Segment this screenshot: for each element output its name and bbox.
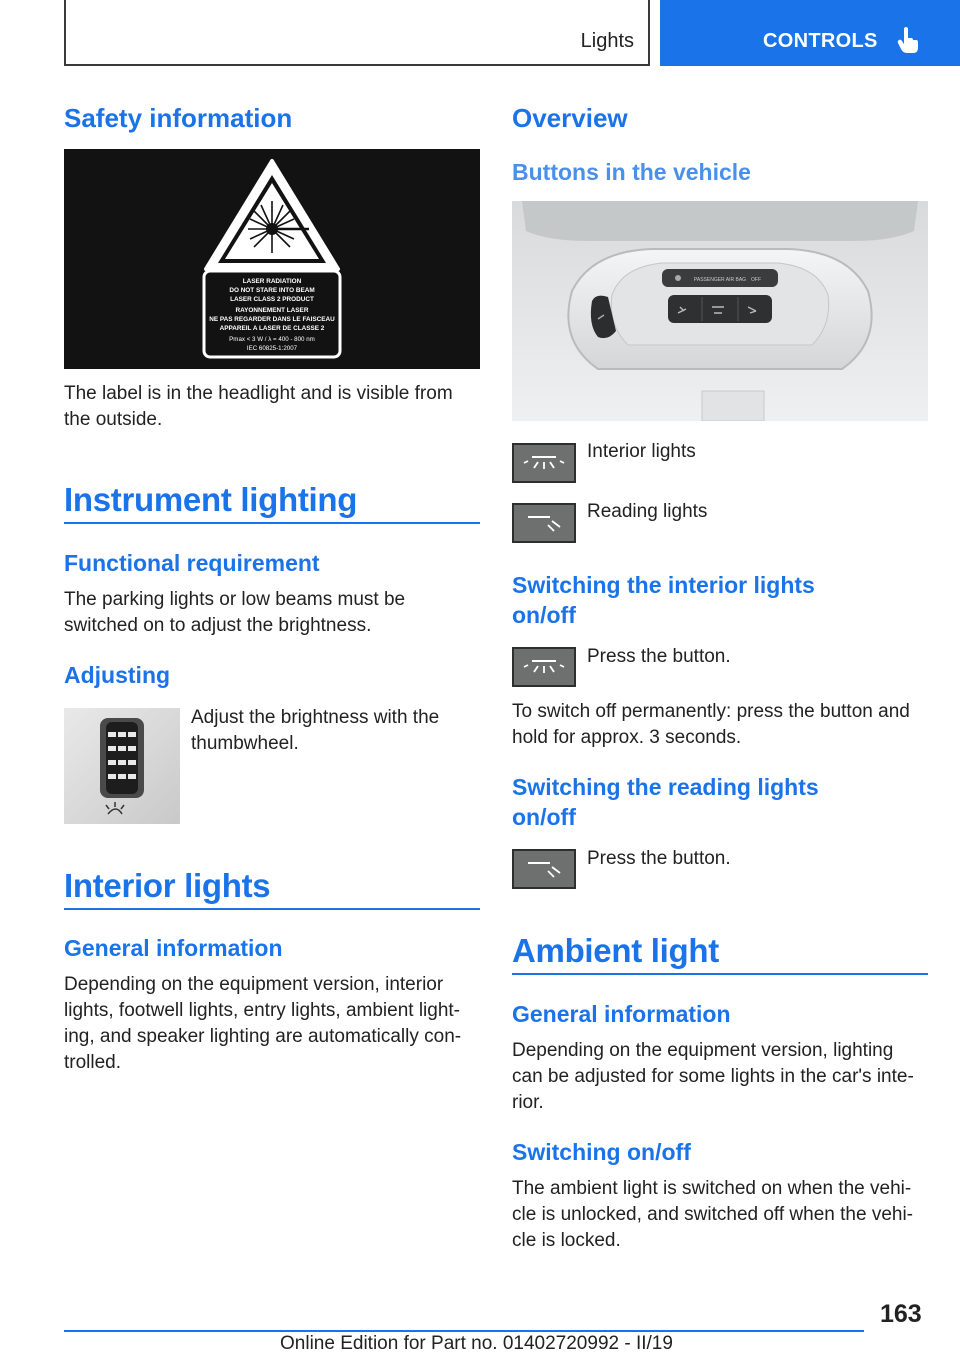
interior-lights-switch-button[interactable] — [512, 647, 576, 687]
general-text-line-4: trolled. — [64, 1052, 122, 1073]
laser-label-line-3: LASER CLASS 2 PRODUCT — [230, 296, 314, 303]
interior-lights-heading: Interior lights — [64, 867, 271, 904]
reading-lights-button[interactable] — [512, 503, 576, 543]
page-number: 163 — [880, 1300, 922, 1328]
instrument-lighting-rule — [64, 522, 480, 524]
interior-lights-label: Interior lights — [587, 441, 696, 462]
laser-label-line-7: Pmax < 3 W / λ = 400 - 800 nm — [229, 336, 315, 343]
ambient-general-text-line-2: can be adjusted for some lights in the car's inte- — [512, 1066, 914, 1087]
ambient-switch-text-line-1: The ambient light is switched on when the vehi- — [512, 1178, 912, 1199]
laser-label-line-1: LASER RADIATION — [242, 278, 302, 285]
switch-reading-heading-line-1: Switching the reading lights — [512, 774, 819, 800]
switch-off-text-line-1: To switch off permanently: press the button and — [512, 701, 910, 722]
safety-information-heading: Safety information — [64, 103, 293, 133]
adjusting-text-line-2: thumbwheel. — [191, 733, 299, 754]
switch-interior-heading-line-2: on/off — [512, 602, 576, 628]
general-information-heading: General information — [64, 935, 283, 961]
footer-edition-text: Online Edition for Part no. 01402720992 - II/19 — [280, 1333, 673, 1354]
interior-light-icon — [514, 649, 574, 685]
ambient-switch-heading: Switching on/off — [512, 1139, 691, 1165]
ambient-light-heading: Ambient light — [512, 932, 719, 969]
overhead-console-image — [512, 201, 928, 421]
ambient-general-text-line-1: Depending on the equipment version, lighting — [512, 1040, 894, 1061]
functional-requirement-heading: Functional requirement — [64, 550, 320, 576]
laser-label-line-5: NE PAS REGARDER DANS LE FAISCEAU — [209, 316, 335, 323]
press-button-text-1: Press the button. — [587, 646, 731, 667]
switch-interior-heading-line-1: Switching the interior lights — [512, 572, 815, 598]
press-button-text-2: Press the button. — [587, 848, 731, 869]
interior-lights-rule — [64, 908, 480, 910]
reading-lights-label: Reading lights — [587, 501, 708, 522]
general-text-line-1: Depending on the equipment version, interior — [64, 974, 444, 995]
buttons-in-vehicle-heading: Buttons in the vehicle — [512, 159, 751, 185]
footer-rule — [64, 1330, 864, 1332]
header-section-title: Lights — [580, 30, 634, 52]
reading-light-icon — [514, 505, 574, 541]
adjusting-heading: Adjusting — [64, 662, 171, 688]
ambient-general-heading: General information — [512, 1001, 731, 1027]
ambient-switch-text-line-2: cle is unlocked, and switched off when the vehi- — [512, 1204, 913, 1225]
laser-label-line-6: APPAREIL A LASER DE CLASSE 2 — [219, 325, 325, 332]
adjusting-text-line-1: Adjust the brightness with the — [191, 707, 440, 728]
thumbwheel-image — [64, 708, 180, 824]
switch-reading-heading-line-2: on/off — [512, 804, 576, 830]
reading-lights-switch-button[interactable] — [512, 849, 576, 889]
passenger-airbag-label: PASSENGER AIR BAG — [693, 277, 747, 283]
functional-text-line-2: switched on to adjust the brightness. — [64, 615, 372, 636]
general-text-line-2: lights, footwell lights, entry lights, ambient light- — [64, 1000, 461, 1021]
ambient-general-text-line-3: rior. — [512, 1092, 544, 1113]
header-section-box — [64, 0, 650, 66]
laser-warning-label-image — [64, 149, 480, 369]
general-text-line-3: ing, and speaker lighting are automatically con- — [64, 1026, 462, 1047]
instrument-lighting-heading: Instrument lighting — [64, 481, 358, 518]
laser-label-line-4: RAYONNEMENT LASER — [235, 307, 309, 314]
ambient-switch-text-line-3: cle is locked. — [512, 1230, 621, 1251]
functional-text-line-1: The parking lights or low beams must be — [64, 589, 406, 610]
interior-light-icon — [514, 445, 574, 481]
overview-heading: Overview — [512, 103, 628, 133]
header-chapter-title: CONTROLS — [763, 30, 878, 52]
switch-off-text-line-2: hold for approx. 3 seconds. — [512, 727, 742, 748]
laser-label-line-8: IEC 60825-1:2007 — [246, 345, 298, 352]
ambient-light-rule — [512, 973, 928, 975]
header-chapter-tab[interactable] — [660, 0, 960, 66]
laser-label-line-2: DO NOT STARE INTO BEAM — [229, 287, 315, 294]
airbag-off-label: OFF — [751, 277, 761, 283]
reading-light-icon — [514, 851, 574, 887]
safety-text-line-1: The label is in the headlight and is visible from — [64, 383, 453, 404]
safety-text-line-2: the outside. — [64, 409, 163, 430]
hand-pointer-icon — [896, 26, 920, 54]
interior-lights-button[interactable] — [512, 443, 576, 483]
